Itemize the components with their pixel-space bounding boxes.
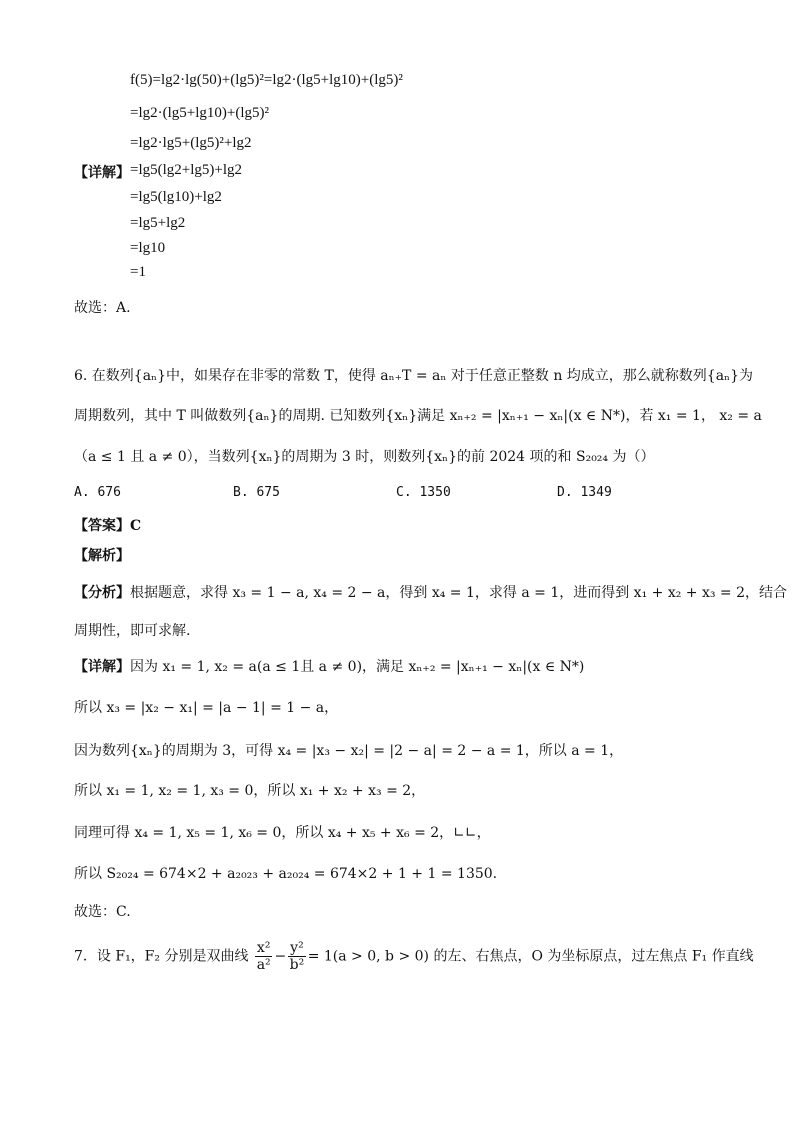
q7-denominator-a: a²: [256, 957, 271, 973]
q7-denominator-b: b²: [289, 957, 305, 973]
q7-numerator-y: y²: [290, 940, 304, 956]
question-7: [74, 940, 754, 973]
q6-detail-label: 【详解】: [74, 659, 130, 675]
derivation-line-1: f(5)=lg2·lg(50)+(lg5)²=lg2·(lg5+lg10)+(lg5)²: [130, 72, 403, 88]
derivation-line-6: =lg5+lg2: [130, 215, 186, 231]
q7-prefix: 7．设 F₁，F₂ 分别是双曲线: [74, 948, 249, 965]
q6-detail-line-1: 因为 x₁ = 1, x₂ = a(a ≤ 1且 a ≠ 0)，满足 xₙ₊₂ = |xₙ₊₁ − xₙ|(x ∈ N*): [130, 659, 585, 675]
q6-detail-line-4: 所以 x₁ = 1, x₂ = 1, x₃ = 0，所以 x₁ + x₂ + x₃ = 2，: [74, 783, 426, 799]
q6-fenxi-label: 【分析】: [74, 585, 130, 601]
q6-option-b: B. 675: [233, 485, 280, 500]
q6-option-d: D. 1349: [557, 485, 612, 500]
q6-answer: 【答案】C: [74, 518, 142, 534]
q6-fenxi: [74, 582, 787, 602]
q6-detail-line-5: 同理可得 x₄ = 1, x₅ = 1, x₆ = 0，所以 x₄ + x₅ + x₆ = 2，∟∟，: [74, 825, 491, 841]
q7-numerator-x: x²: [256, 940, 271, 956]
q6-detail: [74, 656, 584, 676]
derivation-line-7: =lg10: [130, 240, 166, 256]
q7-fraction-x: [255, 940, 273, 973]
derivation-line-4: =lg5(lg2+lg5)+lg2: [130, 162, 243, 178]
q6-option-c: C. 1350: [396, 485, 451, 500]
q6-detail-line-6: 所以 S₂₀₂₄ = 674×2 + a₂₀₂₃ + a₂₀₂₄ = 674×2 + 1 + 1 = 1350.: [74, 866, 498, 882]
q6-option-a: A. 676: [74, 485, 121, 500]
q7-fraction-y: [288, 940, 306, 973]
q6-fenxi-line-1: 根据题意，求得 x₃ = 1 − a, x₄ = 2 − a，得到 x₄ = 1，求得 a = 1，进而得到 x₁ + x₂ + x₃ = 2，结合: [130, 585, 788, 601]
derivation-line-5: =lg5(lg10)+lg2: [130, 189, 222, 205]
derivation-line-2: =lg2·(lg5+lg10)+(lg5)²: [130, 105, 270, 121]
q7-minus: −: [274, 948, 287, 965]
q6-fenxi-line-2: 周期性，即可求解.: [74, 623, 191, 639]
q7-suffix: = 1(a > 0, b > 0) 的左、右焦点，O 为坐标原点，过左焦点 F₁ 作直线: [307, 948, 754, 965]
q6-stem-line-1: 6. 在数列{aₙ}中，如果存在非零的常数 T，使得 aₙ₊T = aₙ 对于任意正整数 n 均成立，那么就称数列{aₙ}为: [74, 368, 754, 384]
derivation-line-8: =1: [130, 264, 146, 280]
q6-detail-line-2: 所以 x₃ = |x₂ − x₁| = |a − 1| = 1 − a，: [74, 700, 339, 716]
q6-analysis-label: 【解析】: [74, 548, 130, 564]
q6-detail-line-3: 因为数列{xₙ}的周期为 3，可得 x₄ = |x₃ − x₂| = |2 − a| = 2 − a = 1，所以 a = 1，: [74, 743, 624, 759]
derivation-line-3: =lg2·lg5+(lg5)²+lg2: [130, 135, 252, 151]
q6-choice: 故选：C.: [74, 904, 131, 920]
q6-stem-line-2: 周期数列，其中 T 叫做数列{aₙ}的周期. 已知数列{xₙ}满足 xₙ₊₂ = |xₙ₊₁ − xₙ|(x ∈ N*)，若 x₁ = 1， x₂ = a: [74, 408, 762, 424]
detail-label: 【详解】: [74, 165, 130, 181]
choice-q5: 故选：A.: [74, 300, 131, 316]
q6-stem-line-3: （a ≤ 1 且 a ≠ 0），当数列{xₙ}的周期为 3 时，则数列{xₙ}的前 2024 项的和 S₂₀₂₄ 为（）: [74, 449, 655, 465]
